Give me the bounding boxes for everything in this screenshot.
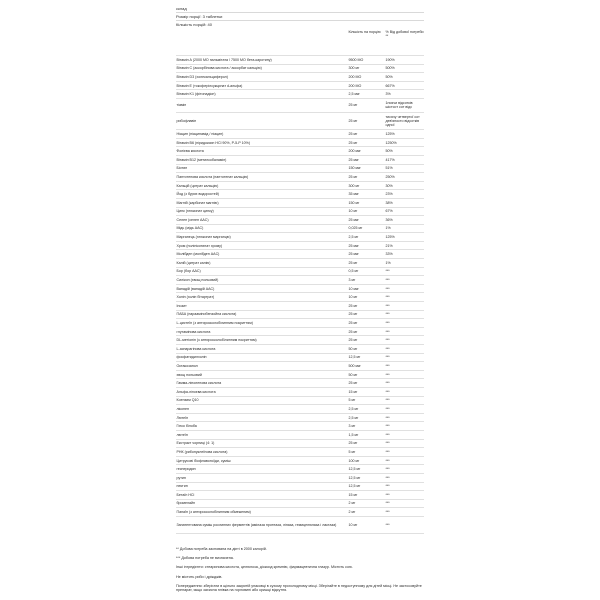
ingredient-amount: 300 мг — [348, 181, 385, 190]
ingredient-daily-value: *** — [385, 422, 424, 431]
ingredient-name: Вітамін D3 (холекальциферол) — [176, 73, 348, 82]
ingredient-amount: 15 мг — [348, 491, 385, 500]
ingredient-amount: 25 мг — [348, 112, 385, 129]
ingredient-amount: 12,5 мг — [348, 353, 385, 362]
ingredient-daily-value: *** — [385, 473, 424, 482]
ingredient-name: Магній (карбонат магнію) — [176, 198, 348, 207]
ingredient-daily-value: *** — [385, 448, 424, 457]
ingredient-name: Коензим Q10 — [176, 396, 348, 405]
ingredient-name: Мідь (мідь AAC) — [176, 224, 348, 233]
ingredient-amount: 2 мг — [348, 499, 385, 508]
ingredient-daily-value: *** — [385, 319, 424, 328]
supplement-facts-table — [176, 29, 424, 534]
ingredient-name: бромелайн — [176, 499, 348, 508]
ingredient-name: хвощ польовий — [176, 370, 348, 379]
table-row — [176, 345, 424, 354]
ingredient-name: лікопен — [176, 405, 348, 414]
ingredient-amount: 25 мкг — [348, 241, 385, 250]
ingredient-amount: 2,5 мг — [348, 413, 385, 422]
footnote-daily-value: ** Добова потреба заснована на дієті в 2000 калорій. — [176, 547, 267, 551]
ingredient-amount: 25 мг — [348, 379, 385, 388]
ingredient-amount: 5 мг — [348, 396, 385, 405]
table-row — [176, 482, 424, 491]
ingredient-name: Лютеїн — [176, 413, 348, 422]
table-row — [176, 276, 424, 285]
ingredient-name: Селен (селен AAC) — [176, 216, 348, 225]
table-row — [176, 138, 424, 147]
table-row — [176, 302, 424, 311]
ingredient-daily-value: *** — [385, 482, 424, 491]
ingredient-daily-value: 38% — [385, 198, 424, 207]
ingredient-daily-value: *** — [385, 379, 424, 388]
ingredient-name: Вітамін K1 (фітонадіон) — [176, 90, 348, 99]
ingredient-name: Силікон (хвощ польовий) — [176, 276, 348, 285]
ingredient-daily-value: *** — [385, 465, 424, 474]
table-row — [176, 173, 424, 182]
ingredient-daily-value: 667% — [385, 81, 424, 90]
ingredient-daily-value: 190% — [385, 56, 424, 65]
ingredient-name: Бетаїн HCl — [176, 491, 348, 500]
ingredient-amount: 15 мг — [348, 387, 385, 396]
ingredient-name: тіамін — [176, 98, 348, 112]
ingredient-daily-value: 1% — [385, 259, 424, 268]
ingredient-daily-value: *** — [385, 430, 424, 439]
ingredient-daily-value: 1% — [385, 224, 424, 233]
table-row — [176, 147, 424, 156]
ingredient-name: Вітамін A (2000 МО пальмітата / 7500 МО бета-каротину) — [176, 56, 348, 65]
ingredient-amount: 5 мг — [348, 448, 385, 457]
table-row — [176, 508, 424, 517]
table-row — [176, 250, 424, 259]
ingredient-name: Холін (холін бітартрат) — [176, 293, 348, 302]
table-row — [176, 310, 424, 319]
table-row — [176, 379, 424, 388]
table-row — [176, 396, 424, 405]
table-row — [176, 422, 424, 431]
ingredient-amount: 25 мг — [348, 138, 385, 147]
ingredient-daily-value: *** — [385, 302, 424, 311]
table-row — [176, 112, 424, 129]
ingredient-name: Гінко білоба — [176, 422, 348, 431]
ingredient-daily-value: тисячу четвертої сот дев'яносто відсотків одної — [385, 112, 424, 129]
ingredient-amount: 25 мг — [348, 302, 385, 311]
ingredient-name: пектин — [176, 482, 348, 491]
ingredient-name: Запатентована суміш рослинних ферментів (амілаза протеаза, ліпаза, гемицелюлаза і лактаза) — [176, 516, 348, 533]
ingredient-name: DL-метіонін (з антиросколобілинним покриттям) — [176, 336, 348, 345]
ingredient-name: Октакозанол — [176, 362, 348, 371]
ingredient-amount: 25 мг — [348, 319, 385, 328]
table-row — [176, 405, 424, 414]
ingredient-amount: 10 мг — [348, 207, 385, 216]
ingredient-amount: 150 мкг — [348, 164, 385, 173]
header-amount: Кількість на порцію — [348, 29, 385, 56]
ingredient-amount: 200 мкг — [348, 147, 385, 156]
ingredient-amount: 35 мкг — [348, 190, 385, 199]
warning-note: Попередження: зберігати в щільно закритій упаковці в сухому прохолодному місці. Зберігайте в недоступному для дітей місці. Не застосовуйте препарат, якщо захисна плівка на горловині або кришці відсутня. — [176, 584, 422, 593]
ingredient-daily-value: *** — [385, 439, 424, 448]
ingredient-daily-value: *** — [385, 276, 424, 285]
table-row — [176, 56, 424, 65]
ingredient-daily-value: *** — [385, 293, 424, 302]
table-row — [176, 336, 424, 345]
ingredient-name: глутамінова кислота — [176, 327, 348, 336]
header-empty-cell — [176, 29, 348, 56]
ingredient-name: Альфа-ліпоєва кислота — [176, 387, 348, 396]
ingredient-amount: 50 мг — [348, 370, 385, 379]
ingredient-amount: 25 мг — [348, 310, 385, 319]
ingredient-amount: 100 мг — [348, 456, 385, 465]
table-row — [176, 81, 424, 90]
ingredient-amount: 0,5 мг — [348, 267, 385, 276]
table-row — [176, 499, 424, 508]
header-daily-value: % Від добової потреби ** — [385, 29, 424, 56]
ingredient-daily-value: *** — [385, 387, 424, 396]
table-row — [176, 491, 424, 500]
ingredient-daily-value: 250% — [385, 173, 424, 182]
ingredient-name: РНК (рибонуклеїнова кислота) — [176, 448, 348, 457]
ingredient-amount: 25 мг — [348, 336, 385, 345]
ingredient-daily-value: *** — [385, 456, 424, 465]
table-row — [176, 319, 424, 328]
allergen-note: Не містить риби і дріжджів. — [176, 575, 223, 579]
ingredient-name: рибофлавін — [176, 112, 348, 129]
ingredient-amount: 25 мкг — [348, 216, 385, 225]
table-row — [176, 241, 424, 250]
ingredient-daily-value: *** — [385, 516, 424, 533]
table-row — [176, 456, 424, 465]
table-row — [176, 267, 424, 276]
table-row — [176, 216, 424, 225]
ingredient-amount: 500 мкг — [348, 362, 385, 371]
ingredient-daily-value: 21% — [385, 241, 424, 250]
ingredient-amount: 25 мг — [348, 327, 385, 336]
table-row — [176, 73, 424, 82]
servings-count: Кількість порцій: 40 — [176, 22, 213, 27]
ingredient-name: Кальцій (цитрат кальцію) — [176, 181, 348, 190]
ingredient-name: Бор (бор AAC) — [176, 267, 348, 276]
ingredient-name: Інозит — [176, 302, 348, 311]
table-row — [176, 233, 424, 242]
ingredient-daily-value: 67% — [385, 207, 424, 216]
table-row — [176, 207, 424, 216]
table-row — [176, 362, 424, 371]
table-row — [176, 130, 424, 139]
ingredient-name: рутин — [176, 473, 348, 482]
ingredient-daily-value: 30% — [385, 181, 424, 190]
table-row — [176, 198, 424, 207]
ingredient-daily-value: *** — [385, 499, 424, 508]
ingredient-amount: 2 мг — [348, 508, 385, 517]
ingredient-amount: 3 мг — [348, 422, 385, 431]
ingredient-amount: 25 мг — [348, 439, 385, 448]
divider — [176, 20, 424, 21]
ingredient-name: гесперидин — [176, 465, 348, 474]
ingredient-daily-value: *** — [385, 267, 424, 276]
ingredient-name: Екстракт чорниці (4: 1) — [176, 439, 348, 448]
ingredient-amount: 2,5 мг — [348, 233, 385, 242]
other-ingredients: Інші інгредієнти: стеаринова кислота, целюлоза, діоксид кремнію, фармацевтична глазур. Містить сою. — [176, 565, 353, 569]
ingredient-daily-value: *** — [385, 327, 424, 336]
ingredient-amount: 9500 МО — [348, 56, 385, 65]
ingredient-amount: 10 мг — [348, 293, 385, 302]
ingredient-amount: 2,5 мкг — [348, 90, 385, 99]
ingredient-daily-value: 3% — [385, 90, 424, 99]
ingredient-daily-value: *** — [385, 396, 424, 405]
ingredient-daily-value: 417% — [385, 155, 424, 164]
table-row — [176, 164, 424, 173]
ingredient-daily-value: *** — [385, 353, 424, 362]
table-row — [176, 516, 424, 533]
ingredient-name: Хром (полінікотинат хрому) — [176, 241, 348, 250]
table-row — [176, 413, 424, 422]
ingredient-name: Вітамін B12 (метилкобаламін) — [176, 155, 348, 164]
ingredient-amount: 10 мг — [348, 516, 385, 533]
ingredient-daily-value: *** — [385, 491, 424, 500]
ingredient-name: Цитрусові біофлавоноїди, суміш — [176, 456, 348, 465]
ingredient-daily-value: *** — [385, 284, 424, 293]
ingredient-name: L-цистеїн (з антиросколобілинним покриттям) — [176, 319, 348, 328]
table-row — [176, 430, 424, 439]
ingredient-daily-value: *** — [385, 336, 424, 345]
ingredient-name: Вітамін E (токоферілсукцинат d-альфа) — [176, 81, 348, 90]
table-row — [176, 327, 424, 336]
ingredient-amount: 12,5 мг — [348, 473, 385, 482]
table-row — [176, 181, 424, 190]
ingredient-name: Біотин — [176, 164, 348, 173]
ingredient-name: Ніацин (ніацинамід / ніацин) — [176, 130, 348, 139]
ingredient-amount: 2,5 мг — [348, 405, 385, 414]
table-row — [176, 284, 424, 293]
ingredient-amount: 1,5 мг — [348, 430, 385, 439]
section-heading: склад — [176, 6, 187, 11]
ingredient-daily-value: 51% — [385, 164, 424, 173]
ingredient-amount: 10 мкг — [348, 284, 385, 293]
ingredient-daily-value: *** — [385, 405, 424, 414]
table-row — [176, 155, 424, 164]
ingredient-amount: 25 мг — [348, 259, 385, 268]
ingredient-daily-value: *** — [385, 362, 424, 371]
table-row — [176, 473, 424, 482]
ingredient-amount: 300 мг — [348, 64, 385, 73]
table-row — [176, 224, 424, 233]
ingredient-amount: 200 МО — [348, 81, 385, 90]
ingredient-daily-value: 50% — [385, 147, 424, 156]
table-header-row — [176, 29, 424, 56]
ingredient-amount: 12,5 мг — [348, 465, 385, 474]
ingredient-name: Марганець (глюконат марганцю) — [176, 233, 348, 242]
ingredient-name: Цинк (глюконат цинку) — [176, 207, 348, 216]
table-row — [176, 90, 424, 99]
ingredient-amount: 25 мг — [348, 130, 385, 139]
table-row — [176, 370, 424, 379]
table-row — [176, 439, 424, 448]
ingredient-daily-value: 125% — [385, 130, 424, 139]
ingredient-amount: 25 мг — [348, 98, 385, 112]
ingredient-daily-value: *** — [385, 345, 424, 354]
ingredient-daily-value: *** — [385, 370, 424, 379]
ingredient-daily-value: 23% — [385, 190, 424, 199]
ingredient-daily-value: 33% — [385, 250, 424, 259]
ingredient-daily-value: 500% — [385, 64, 424, 73]
ingredient-name: Вітамін C (аскорбінова кислота / аскорбат кальцію) — [176, 64, 348, 73]
table-row — [176, 64, 424, 73]
footnote-not-established: *** Добова потреба не визначена. — [176, 556, 234, 560]
ingredient-name: ПАБА (параамінобензойна кислота) — [176, 310, 348, 319]
table-row — [176, 259, 424, 268]
ingredient-amount: 200 МО — [348, 73, 385, 82]
ingredient-amount: 50 мг — [348, 345, 385, 354]
ingredient-daily-value: *** — [385, 508, 424, 517]
ingredient-amount: 0,025 мг — [348, 224, 385, 233]
ingredient-name: L-аспарагінова кислота — [176, 345, 348, 354]
ingredient-daily-value: *** — [385, 310, 424, 319]
ingredient-name: Молібден (молібден AAC) — [176, 250, 348, 259]
table-row — [176, 293, 424, 302]
ingredient-name: лютеїн — [176, 430, 348, 439]
table-row — [176, 387, 424, 396]
ingredient-amount: 3 мг — [348, 276, 385, 285]
ingredient-daily-value: 1250% — [385, 138, 424, 147]
ingredient-daily-value: *** — [385, 413, 424, 422]
ingredient-name: Ванадій (ванадій AAC) — [176, 284, 348, 293]
ingredient-name: Гамма-ліноленова кислота — [176, 379, 348, 388]
ingredient-daily-value: 125% — [385, 233, 424, 242]
table-row — [176, 190, 424, 199]
table-row — [176, 465, 424, 474]
ingredient-daily-value: 36% — [385, 216, 424, 225]
ingredient-daily-value: 50% — [385, 73, 424, 82]
ingredient-daily-value: 1нсячи відсотків шістсот сот відс — [385, 98, 424, 112]
ingredient-amount: 12,5 мг — [348, 482, 385, 491]
ingredient-name: Папаїн (з антиросколобілинним обмеженим) — [176, 508, 348, 517]
ingredient-name: Пантотенова кислота (пантотенат кальцію) — [176, 173, 348, 182]
ingredient-amount: 25 мг — [348, 173, 385, 182]
ingredient-name: Фолієва кислота — [176, 147, 348, 156]
ingredient-name: Йод (з бурих водоростей) — [176, 190, 348, 199]
ingredient-name: Вітамін B6 (піридоксин HCl 90%, P-5-P 10%) — [176, 138, 348, 147]
ingredient-amount: 25 мкг — [348, 250, 385, 259]
divider — [176, 12, 424, 13]
ingredient-amount: 25 мкг — [348, 155, 385, 164]
ingredient-name: Калій (цитрат калію) — [176, 259, 348, 268]
table-row — [176, 353, 424, 362]
table-row — [176, 98, 424, 112]
ingredient-amount: 150 мг — [348, 198, 385, 207]
serving-size: Розмір порції: 3 таблетки — [176, 14, 223, 19]
ingredient-name: фосфатидилхолін — [176, 353, 348, 362]
table-row — [176, 448, 424, 457]
